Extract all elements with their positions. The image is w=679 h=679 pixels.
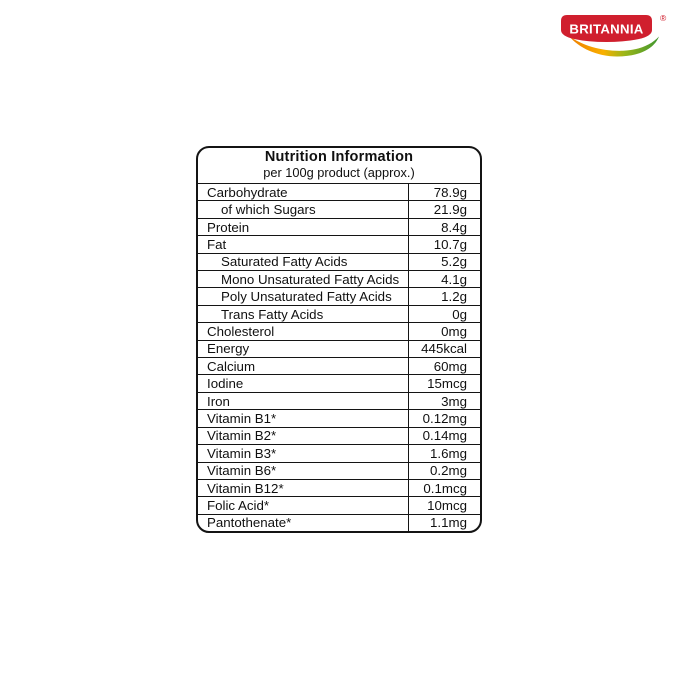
nutrient-value: 8.4g bbox=[408, 219, 480, 235]
table-row bbox=[198, 305, 480, 322]
table-row bbox=[198, 200, 480, 217]
nutrient-value: 1.6mg bbox=[408, 445, 480, 461]
nutrient-label: Vitamin B6* bbox=[207, 463, 277, 479]
nutrient-label: Carbohydrate bbox=[207, 184, 288, 200]
nutrient-value: 1.1mg bbox=[408, 515, 480, 531]
nutrient-label: Trans Fatty Acids bbox=[221, 306, 324, 322]
table-row bbox=[198, 218, 480, 235]
nutrition-table-body bbox=[198, 184, 480, 531]
nutrient-label: Poly Unsaturated Fatty Acids bbox=[221, 289, 392, 305]
nutrient-label: Fat bbox=[207, 236, 227, 252]
nutrient-value: 5.2g bbox=[408, 254, 480, 270]
table-row bbox=[198, 235, 480, 252]
nutrient-label: Vitamin B2* bbox=[207, 428, 277, 444]
nutrient-label: Calcium bbox=[207, 358, 256, 374]
nutrition-table-header bbox=[198, 148, 480, 184]
nutrient-label: Vitamin B1* bbox=[207, 410, 277, 426]
britannia-logo-graphic bbox=[555, 8, 670, 58]
table-row bbox=[198, 253, 480, 270]
registered-trademark-symbol: ® bbox=[660, 13, 667, 23]
nutrient-value: 0.12mg bbox=[408, 410, 480, 426]
table-row bbox=[198, 374, 480, 391]
nutrient-label: Vitamin B12* bbox=[207, 480, 284, 496]
table-row bbox=[198, 270, 480, 287]
nutrient-value: 445kcal bbox=[408, 341, 480, 357]
nutrition-table bbox=[196, 146, 482, 533]
nutrient-value: 0g bbox=[408, 306, 480, 322]
nutrient-label: Iodine bbox=[207, 376, 244, 392]
nutrient-label: Energy bbox=[207, 341, 250, 357]
nutrient-label: Iron bbox=[207, 393, 230, 409]
table-row bbox=[198, 444, 480, 461]
table-row bbox=[198, 340, 480, 357]
nutrient-value: 0.2mg bbox=[408, 463, 480, 479]
nutrient-label: Mono Unsaturated Fatty Acids bbox=[221, 271, 400, 287]
nutrient-label: Protein bbox=[207, 219, 250, 235]
nutrient-value: 0mg bbox=[408, 323, 480, 339]
nutrient-value: 0.1mcg bbox=[408, 480, 480, 496]
nutrient-label: of which Sugars bbox=[221, 202, 316, 218]
table-row bbox=[198, 184, 480, 200]
table-title: Nutrition Information bbox=[264, 149, 414, 165]
table-row bbox=[198, 409, 480, 426]
nutrient-label: Vitamin B3* bbox=[207, 445, 277, 461]
nutrient-value: 21.9g bbox=[408, 201, 480, 217]
nutrient-value: 60mg bbox=[408, 358, 480, 374]
table-row bbox=[198, 496, 480, 513]
britannia-logo bbox=[555, 8, 670, 58]
table-row bbox=[198, 514, 480, 531]
table-row bbox=[198, 322, 480, 339]
table-row bbox=[198, 427, 480, 444]
brand-wordmark: BRITANNIA bbox=[569, 21, 644, 37]
table-row bbox=[198, 479, 480, 496]
table-row bbox=[198, 287, 480, 304]
nutrient-value: 78.9g bbox=[408, 184, 480, 200]
table-subtitle: per 100g product (approx.) bbox=[263, 164, 415, 180]
nutrient-value: 10mcg bbox=[408, 497, 480, 513]
table-row bbox=[198, 357, 480, 374]
nutrient-value: 3mg bbox=[408, 393, 480, 409]
table-row bbox=[198, 462, 480, 479]
nutrient-value: 1.2g bbox=[408, 288, 480, 304]
nutrient-value: 4.1g bbox=[408, 271, 480, 287]
nutrient-label: Cholesterol bbox=[207, 323, 275, 339]
nutrient-value: 15mcg bbox=[408, 375, 480, 391]
nutrient-label: Pantothenate* bbox=[207, 515, 292, 531]
nutrient-value: 10.7g bbox=[408, 236, 480, 252]
nutrient-value: 0.14mg bbox=[408, 428, 480, 444]
nutrient-label: Folic Acid* bbox=[207, 498, 270, 514]
nutrient-label: Saturated Fatty Acids bbox=[221, 254, 348, 270]
table-row bbox=[198, 392, 480, 409]
